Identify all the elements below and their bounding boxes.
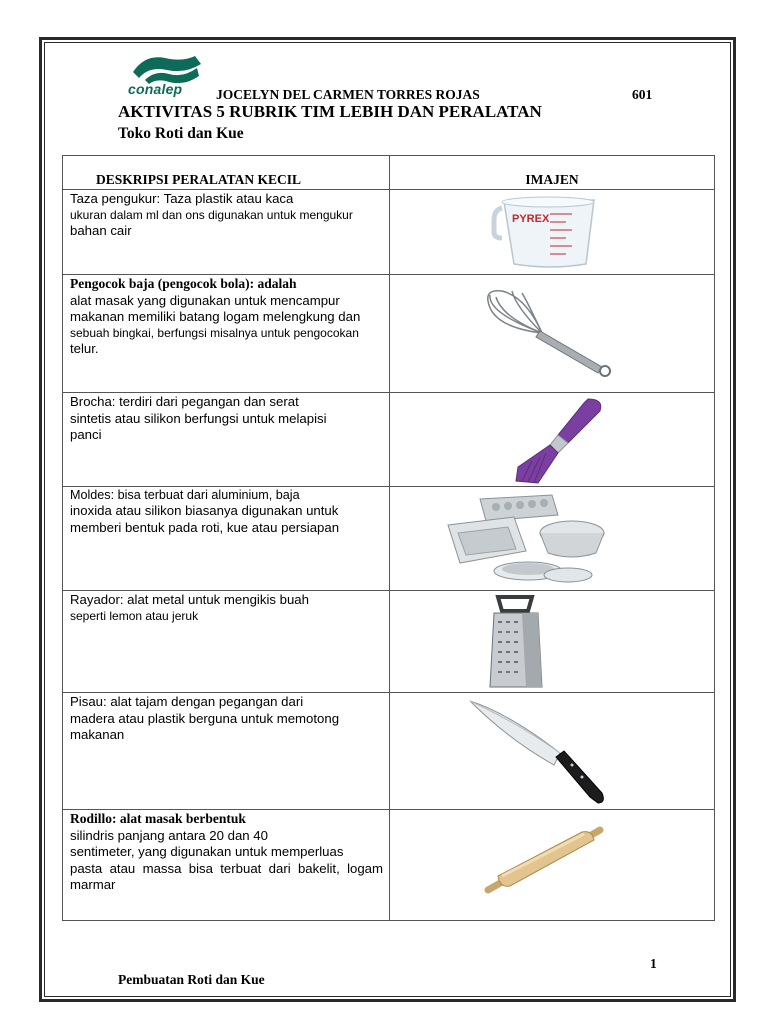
description-line: sentimeter, yang digunakan untuk memperluas xyxy=(70,844,344,860)
pastry-brush-image xyxy=(508,395,608,485)
description-line: inoxida atau silikon biasanya digunakan untuk xyxy=(70,503,339,518)
measuring-cup-image xyxy=(490,194,600,270)
page-title: AKTIVITAS 5 RUBRIK TIM LEBIH DAN PERALATAN xyxy=(118,102,542,121)
equipment-table xyxy=(62,155,715,921)
description-line: Taza pengukur: Taza plastik atau kaca xyxy=(70,191,294,206)
table-row xyxy=(63,275,715,393)
description-line: ukuran dalam ml dan ons digunakan untuk mengukur xyxy=(70,207,353,222)
description-line: telur. xyxy=(70,340,99,356)
description-line: Moldes: bisa terbuat dari aluminium, baja xyxy=(70,488,300,502)
description-line: makanan xyxy=(70,727,125,743)
logo-text: conalep xyxy=(128,81,183,97)
description-cell xyxy=(63,190,390,275)
description-line: bahan cair xyxy=(70,222,132,238)
description-line: memberi bentuk pada roti, kue atau persiapan xyxy=(70,519,340,535)
description-line: Brocha: terdiri dari pegangan dan serat xyxy=(70,394,299,409)
image-cell xyxy=(390,393,715,487)
description-cell xyxy=(63,393,390,487)
author-name: JOCELYN DEL CARMEN TORRES ROJAS xyxy=(216,87,480,102)
description-line: panci xyxy=(70,427,102,443)
description-line: alat masak yang digunakan untuk mencampur xyxy=(70,292,340,308)
description-line: silindris panjang antara 20 dan 40 xyxy=(70,827,268,843)
page-number: 1 xyxy=(650,956,657,971)
description-line: madera atau plastik berguna untuk memotong xyxy=(70,710,340,726)
description-cell xyxy=(63,275,390,393)
description-line: Rayador: alat metal untuk mengikis buah xyxy=(70,592,309,607)
footer-course: Pembuatan Roti dan Kue xyxy=(118,972,265,987)
page-subtitle: Toko Roti dan Kue xyxy=(118,125,244,142)
whisk-image xyxy=(482,287,614,379)
column-header-description: DESKRIPSI PERALATAN KECIL xyxy=(63,156,390,190)
table-row xyxy=(63,487,715,591)
description-line: makanan memiliki batang logam melengkung dan xyxy=(70,309,361,325)
table-row xyxy=(63,190,715,275)
table-row xyxy=(63,810,715,921)
image-cell xyxy=(390,487,715,591)
brand-label: PYREX xyxy=(512,213,550,225)
table-header-row xyxy=(63,156,715,190)
description-cell xyxy=(63,810,390,921)
table-row xyxy=(63,693,715,810)
description-cell xyxy=(63,487,390,591)
description-line: sebuah bingkai, berfungsi misalnya untuk pengocokan xyxy=(70,325,359,340)
grater-image xyxy=(486,593,548,691)
image-cell xyxy=(390,591,715,693)
image-cell xyxy=(390,190,715,275)
image-cell xyxy=(390,693,715,810)
rolling-pin-image xyxy=(476,824,610,900)
description-line: sintetis atau silikon berfungsi untuk melapisi xyxy=(70,410,327,426)
baking-molds-image xyxy=(444,489,608,587)
description-line: Pisau: alat tajam dengan pegangan dari xyxy=(70,694,304,709)
table-row xyxy=(63,393,715,487)
column-header-image: IMAJEN xyxy=(390,156,715,190)
description-line: Rodillo: alat masak berbentuk xyxy=(70,811,246,826)
image-cell xyxy=(390,810,715,921)
description-line: seperti lemon atau jeruk xyxy=(70,608,199,623)
description-line: Pengocok baja (pengocok bola): adalah xyxy=(70,276,297,291)
table-row xyxy=(63,591,715,693)
description-cell xyxy=(63,693,390,810)
group-code: 601 xyxy=(632,87,653,102)
chef-knife-image xyxy=(468,699,610,805)
description-line: pasta atau massa bisa terbuat dari bakelit, logam marmar xyxy=(70,860,383,893)
image-cell xyxy=(390,275,715,393)
description-cell xyxy=(63,591,390,693)
